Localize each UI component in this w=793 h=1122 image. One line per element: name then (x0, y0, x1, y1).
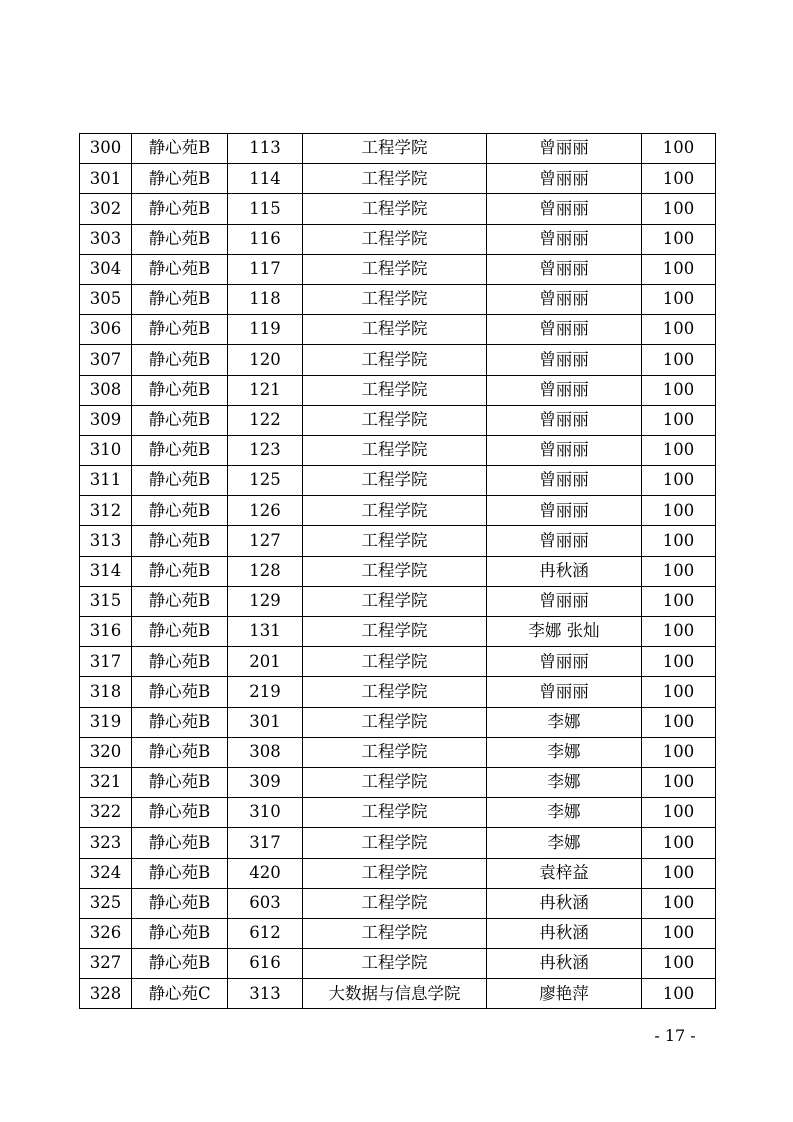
score-cell: 100 (642, 405, 716, 435)
building-cell: 静心苑B (132, 345, 228, 375)
room-number-cell: 127 (228, 526, 303, 556)
serial-number-cell: 313 (80, 526, 132, 556)
counselor-cell: 曾丽丽 (487, 134, 642, 164)
room-number-cell: 603 (228, 888, 303, 918)
serial-number-cell: 319 (80, 707, 132, 737)
score-cell: 100 (642, 737, 716, 767)
serial-number-cell: 316 (80, 617, 132, 647)
table-row (80, 224, 716, 254)
score-cell: 100 (642, 435, 716, 465)
college-cell: 工程学院 (303, 586, 487, 616)
serial-number-cell: 328 (80, 979, 132, 1009)
room-number-cell: 616 (228, 949, 303, 979)
room-number-cell: 317 (228, 828, 303, 858)
table-row (80, 617, 716, 647)
counselor-cell: 曾丽丽 (487, 677, 642, 707)
room-number-cell: 219 (228, 677, 303, 707)
room-number-cell: 308 (228, 737, 303, 767)
college-cell: 工程学院 (303, 888, 487, 918)
counselor-cell: 曾丽丽 (487, 496, 642, 526)
room-number-cell: 121 (228, 375, 303, 405)
counselor-cell: 曾丽丽 (487, 375, 642, 405)
serial-number-cell: 308 (80, 375, 132, 405)
counselor-cell: 曾丽丽 (487, 284, 642, 314)
score-cell: 100 (642, 466, 716, 496)
serial-number-cell: 317 (80, 647, 132, 677)
dormitory-score-table (79, 133, 716, 1009)
serial-number-cell: 305 (80, 284, 132, 314)
score-cell: 100 (642, 194, 716, 224)
serial-number-cell: 324 (80, 858, 132, 888)
counselor-cell: 袁梓益 (487, 858, 642, 888)
serial-number-cell: 312 (80, 496, 132, 526)
college-cell: 工程学院 (303, 315, 487, 345)
room-number-cell: 131 (228, 617, 303, 647)
room-number-cell: 313 (228, 979, 303, 1009)
table-row (80, 918, 716, 948)
building-cell: 静心苑B (132, 949, 228, 979)
serial-number-cell: 311 (80, 466, 132, 496)
building-cell: 静心苑B (132, 315, 228, 345)
score-cell: 100 (642, 496, 716, 526)
score-cell: 100 (642, 888, 716, 918)
counselor-cell: 冉秋涵 (487, 918, 642, 948)
serial-number-cell: 318 (80, 677, 132, 707)
college-cell: 工程学院 (303, 496, 487, 526)
score-cell: 100 (642, 315, 716, 345)
room-number-cell: 420 (228, 858, 303, 888)
building-cell: 静心苑B (132, 707, 228, 737)
building-cell: 静心苑B (132, 375, 228, 405)
table-row (80, 707, 716, 737)
table-row (80, 828, 716, 858)
table-body (80, 134, 716, 1009)
table-row (80, 526, 716, 556)
building-cell: 静心苑B (132, 405, 228, 435)
score-cell: 100 (642, 526, 716, 556)
room-number-cell: 310 (228, 798, 303, 828)
room-number-cell: 301 (228, 707, 303, 737)
serial-number-cell: 327 (80, 949, 132, 979)
college-cell: 工程学院 (303, 134, 487, 164)
table-row (80, 496, 716, 526)
college-cell: 工程学院 (303, 345, 487, 375)
building-cell: 静心苑B (132, 526, 228, 556)
building-cell: 静心苑B (132, 798, 228, 828)
serial-number-cell: 304 (80, 254, 132, 284)
college-cell: 工程学院 (303, 617, 487, 647)
counselor-cell: 冉秋涵 (487, 949, 642, 979)
building-cell: 静心苑B (132, 556, 228, 586)
counselor-cell: 曾丽丽 (487, 526, 642, 556)
room-number-cell: 122 (228, 405, 303, 435)
room-number-cell: 113 (228, 134, 303, 164)
table-row (80, 194, 716, 224)
building-cell: 静心苑B (132, 435, 228, 465)
serial-number-cell: 326 (80, 918, 132, 948)
table-row (80, 647, 716, 677)
score-cell: 100 (642, 798, 716, 828)
score-cell: 100 (642, 617, 716, 647)
room-number-cell: 309 (228, 767, 303, 797)
counselor-cell: 曾丽丽 (487, 345, 642, 375)
college-cell: 工程学院 (303, 798, 487, 828)
serial-number-cell: 302 (80, 194, 132, 224)
room-number-cell: 612 (228, 918, 303, 948)
serial-number-cell: 310 (80, 435, 132, 465)
score-cell: 100 (642, 224, 716, 254)
college-cell: 工程学院 (303, 254, 487, 284)
college-cell: 工程学院 (303, 224, 487, 254)
score-cell: 100 (642, 979, 716, 1009)
serial-number-cell: 306 (80, 315, 132, 345)
counselor-cell: 曾丽丽 (487, 315, 642, 345)
building-cell: 静心苑B (132, 466, 228, 496)
score-cell: 100 (642, 677, 716, 707)
score-cell: 100 (642, 586, 716, 616)
serial-number-cell: 301 (80, 164, 132, 194)
score-cell: 100 (642, 254, 716, 284)
college-cell: 工程学院 (303, 918, 487, 948)
table-row (80, 888, 716, 918)
serial-number-cell: 303 (80, 224, 132, 254)
room-number-cell: 123 (228, 435, 303, 465)
table-row (80, 345, 716, 375)
score-cell: 100 (642, 134, 716, 164)
counselor-cell: 李娜 (487, 707, 642, 737)
room-number-cell: 120 (228, 345, 303, 375)
serial-number-cell: 309 (80, 405, 132, 435)
table-row (80, 586, 716, 616)
room-number-cell: 117 (228, 254, 303, 284)
table-row (80, 405, 716, 435)
building-cell: 静心苑B (132, 224, 228, 254)
college-cell: 工程学院 (303, 556, 487, 586)
table-row (80, 979, 716, 1009)
building-cell: 静心苑B (132, 284, 228, 314)
building-cell: 静心苑B (132, 767, 228, 797)
college-cell: 工程学院 (303, 707, 487, 737)
table-row (80, 798, 716, 828)
college-cell: 工程学院 (303, 375, 487, 405)
counselor-cell: 冉秋涵 (487, 888, 642, 918)
building-cell: 静心苑B (132, 888, 228, 918)
counselor-cell: 曾丽丽 (487, 466, 642, 496)
score-cell: 100 (642, 949, 716, 979)
table-row (80, 767, 716, 797)
building-cell: 静心苑B (132, 134, 228, 164)
counselor-cell: 李娜 张灿 (487, 617, 642, 647)
score-cell: 100 (642, 164, 716, 194)
counselor-cell: 曾丽丽 (487, 194, 642, 224)
counselor-cell: 李娜 (487, 737, 642, 767)
table-row (80, 556, 716, 586)
room-number-cell: 128 (228, 556, 303, 586)
room-number-cell: 201 (228, 647, 303, 677)
college-cell: 工程学院 (303, 737, 487, 767)
building-cell: 静心苑C (132, 979, 228, 1009)
table-row (80, 677, 716, 707)
college-cell: 工程学院 (303, 828, 487, 858)
score-cell: 100 (642, 284, 716, 314)
table-row (80, 284, 716, 314)
serial-number-cell: 320 (80, 737, 132, 767)
counselor-cell: 冉秋涵 (487, 556, 642, 586)
counselor-cell: 曾丽丽 (487, 224, 642, 254)
score-cell: 100 (642, 345, 716, 375)
room-number-cell: 125 (228, 466, 303, 496)
college-cell: 工程学院 (303, 858, 487, 888)
table-row (80, 134, 716, 164)
counselor-cell: 曾丽丽 (487, 647, 642, 677)
score-cell: 100 (642, 707, 716, 737)
counselor-cell: 李娜 (487, 828, 642, 858)
college-cell: 工程学院 (303, 949, 487, 979)
serial-number-cell: 315 (80, 586, 132, 616)
score-cell: 100 (642, 828, 716, 858)
building-cell: 静心苑B (132, 737, 228, 767)
building-cell: 静心苑B (132, 918, 228, 948)
building-cell: 静心苑B (132, 496, 228, 526)
college-cell: 工程学院 (303, 466, 487, 496)
table-row (80, 949, 716, 979)
college-cell: 工程学院 (303, 526, 487, 556)
serial-number-cell: 314 (80, 556, 132, 586)
counselor-cell: 曾丽丽 (487, 405, 642, 435)
table-row (80, 315, 716, 345)
building-cell: 静心苑B (132, 677, 228, 707)
score-cell: 100 (642, 556, 716, 586)
room-number-cell: 114 (228, 164, 303, 194)
college-cell: 工程学院 (303, 647, 487, 677)
college-cell: 工程学院 (303, 194, 487, 224)
room-number-cell: 119 (228, 315, 303, 345)
counselor-cell: 曾丽丽 (487, 586, 642, 616)
college-cell: 工程学院 (303, 284, 487, 314)
serial-number-cell: 307 (80, 345, 132, 375)
college-cell: 工程学院 (303, 164, 487, 194)
table-row (80, 858, 716, 888)
room-number-cell: 129 (228, 586, 303, 616)
building-cell: 静心苑B (132, 647, 228, 677)
building-cell: 静心苑B (132, 828, 228, 858)
score-cell: 100 (642, 375, 716, 405)
counselor-cell: 曾丽丽 (487, 435, 642, 465)
serial-number-cell: 325 (80, 888, 132, 918)
serial-number-cell: 321 (80, 767, 132, 797)
serial-number-cell: 323 (80, 828, 132, 858)
room-number-cell: 115 (228, 194, 303, 224)
table-row (80, 254, 716, 284)
score-cell: 100 (642, 918, 716, 948)
table-row (80, 375, 716, 405)
college-cell: 大数据与信息学院 (303, 979, 487, 1009)
counselor-cell: 李娜 (487, 798, 642, 828)
serial-number-cell: 322 (80, 798, 132, 828)
score-cell: 100 (642, 858, 716, 888)
table-row (80, 164, 716, 194)
building-cell: 静心苑B (132, 164, 228, 194)
room-number-cell: 118 (228, 284, 303, 314)
college-cell: 工程学院 (303, 767, 487, 797)
counselor-cell: 曾丽丽 (487, 164, 642, 194)
room-number-cell: 116 (228, 224, 303, 254)
building-cell: 静心苑B (132, 586, 228, 616)
counselor-cell: 廖艳萍 (487, 979, 642, 1009)
college-cell: 工程学院 (303, 435, 487, 465)
building-cell: 静心苑B (132, 858, 228, 888)
college-cell: 工程学院 (303, 677, 487, 707)
building-cell: 静心苑B (132, 617, 228, 647)
building-cell: 静心苑B (132, 254, 228, 284)
table-row (80, 737, 716, 767)
serial-number-cell: 300 (80, 134, 132, 164)
counselor-cell: 曾丽丽 (487, 254, 642, 284)
score-cell: 100 (642, 647, 716, 677)
building-cell: 静心苑B (132, 194, 228, 224)
table-row (80, 466, 716, 496)
score-cell: 100 (642, 767, 716, 797)
room-number-cell: 126 (228, 496, 303, 526)
page-number: - 17 - (654, 1026, 696, 1045)
college-cell: 工程学院 (303, 405, 487, 435)
counselor-cell: 李娜 (487, 767, 642, 797)
table-row (80, 435, 716, 465)
